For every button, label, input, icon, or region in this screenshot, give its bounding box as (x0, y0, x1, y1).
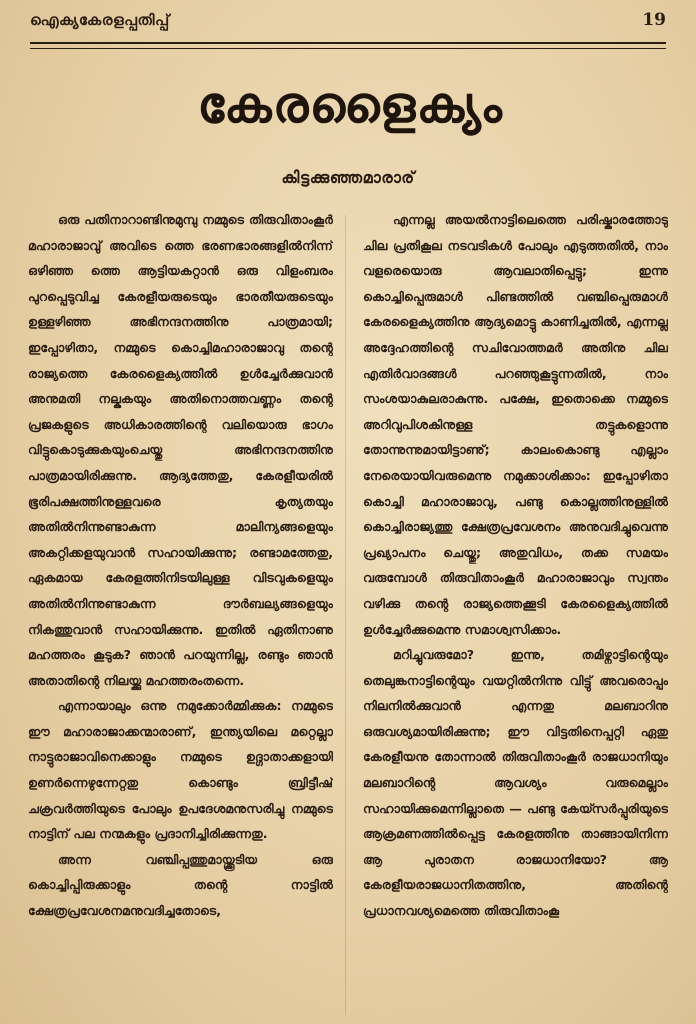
header-rule-thin (30, 48, 666, 49)
paragraph: ഒരു പതിനാറാണ്ടിനുമുമ്പു നമ്മുടെ തിരുവിതാംകൂർ മഹാരാജാവു് അവിടെ ത്തെ ഭരണഭാരങ്ങളിൽനിന്ന് ഒഴിഞ്ഞ ത്തെ ആട്ടിയകറ്റാൻ ഒരു വിളംബരം പുറപ്പെടുവിച്ച കേരളീയരുടെയും ഭാരതീയരുടെയും ഉള്ളഴിഞ്ഞ അഭിനന്ദനത്തിനു പാത്രമായി; ഇപ്പോഴിതാ, നമ്മുടെ കൊച്ചിമഹാരാജാവു തന്റെ രാജ്യത്തെ കേരളൈക്യത്തിൽ ഉൾച്ചേർക്കുവാൻ അനുമതി നല്കുകയും അതിനൊത്തവണ്ണം തന്റെ പ്രജകളുടെ അധികാരത്തിന്റെ വലിയൊരു ഭാഗം വിട്ടുകൊടുക്കുകയുംചെയ്തു അഭിനന്ദനത്തിനു പാത്രമായിരിക്കുന്നു. ആദ്യത്തേതു, കേരളീയരിൽ ഭൂരിപക്ഷത്തിനുള്ളവരെ കൃത്യതയും അതിൽനിന്നുണ്ടാകുന്ന മാലിന്യങ്ങളെയും അകറ്റിക്കളയുവാൻ സഹായിക്കുന്നു; രണ്ടാമത്തേതു, ഏകമായ കേരളത്തിനിടയിലുള്ള വിടവുകളെയും അതിൽനിന്നുണ്ടാകുന്ന ദൗർബല്യങ്ങളെയും നികത്തുവാൻ സഹായിക്കുന്നു. ഇതിൽ ഏതിനാണു മഹത്തരം കൂടുക? ഞാൻ പറയുന്നില്ല, രണ്ടും ഞാൻ അതാതിന്റെ നിലയ്ക്കു മഹത്തരംതന്നെ. (28, 212, 333, 688)
running-title: ഐക്യകേരളപ്പതിപ്പ് (30, 11, 170, 29)
article-title: കേരളൈക്യം (197, 76, 503, 134)
left-column (28, 207, 333, 1019)
right-column (363, 207, 668, 1019)
paragraph: അന്ന വഞ്ചിപ്പത്തുമായ്ക്കൂടിയ ഒരു കൊച്ചിപ്പിരുക്കാളും തന്റെ നാട്ടിൽ ക്ഷേത്രപ്രവേശനമനുവദിച്ചതോടെ, (28, 851, 333, 919)
running-head (30, 8, 666, 34)
header-rule-thick (30, 42, 666, 44)
paragraph: എന്നല്ല അയൽനാട്ടിലെത്തെ പരിഷ്കാരത്തോടു ചില പ്രതികൂല നടവടികൾ പോലും എടുത്തതിൽ, നാം വളരെയൊരു ആവലാതിപ്പെട്ടു; ഇന്നു കൊച്ചിപ്പെരുമാൾ പിണ്ടത്തിൽ വഞ്ചിപ്പെരുമാൾ കേരളൈക്യത്തിനു ആദ്യമൊട്ടു കാണിച്ചതിൽ, എന്നല്ല അദ്ദേഹത്തിന്റെ സചിവോത്തമർ അതിനു ചില എതിർവാദങ്ങൾ പറഞ്ഞുകൂട്ടുന്നതിൽ, നാം സംശയാകുലരാകുന്നു. പക്ഷേ, ഇതൊക്കെ നമ്മുടെ അറിവുപിശകിനുള്ള തട്ടുകളൊന്നു തോന്നുന്നുമായിട്ടാണു്; കാലംകൊണ്ടു എല്ലാം നേരെയായിവരുമെന്നു നമുക്കാശിക്കാം: ഇപ്പോഴിതാ കൊച്ചി മഹാരാജാവു, പണ്ടു കൊല്ലത്തിനുള്ളിൽ കൊച്ചിരാജ്യത്തു ക്ഷേത്രപ്രവേശനം അനുവദിച്ചുവെന്നു പ്രഖ്യാപനം ചെയ്തു; അതുവിധം, തക്ക സമയം വരുമ്പോൾ തിരുവിതാംകൂർ മഹാരാജാവും സ്വന്തം വഴിക്കു തന്റെ രാജ്യത്തെക്കൂടി കേരളൈക്യത്തിൽ ഉൾച്ചേർക്കുമെന്നു സമാശ്വസിക്കാം. (363, 212, 668, 637)
column-divider (345, 215, 346, 1015)
paragraph: മറിച്ചുവരുമോ? ഇന്നു, തമിഴ്നാട്ടിന്റെയും തെലുങ്കനാട്ടിന്റെയും വയറ്റിൽനിന്നു വിട്ടു് അവരൊപ്പം നിലനിൽക്കുവാൻ എന്നതു മലബാറിനു ഒരുവശ്യമായിരിക്കുന്നു; ഈ വിട്ടതിനെപ്പറ്റി ഏതു കേരളീയനു തോന്നാൽ തിരുവിതാംകൂർ രാജധാനിയും മലബാറിന്റെ ആവശ്യം വരുമെല്ലാം സഹായിക്കുമെന്നില്ലാതെ — പണ്ടു കേയ്സർപ്പുരിയുടെ ആക്രമണത്തിൽപ്പെട്ട കേരളത്തിനു താങ്ങായിനിന്ന ആ പുരാതന രാജധാനിയോ? ആ കേരളീയരാജധാനിതത്തിനു, അതിന്റെ പ്രധാനവശ്യമെത്തെ തിരുവിതാംകൂ (363, 647, 668, 919)
article-author: കിട്ടക്കുഞ്ഞമാരാര് (281, 168, 415, 187)
page-number: 19 (642, 10, 666, 30)
paragraph: എന്നായാലും ഒന്നു നമുക്കോർമ്മിക്കുക: നമ്മുടെ ഈ മഹാരാജാക്കന്മാരാണ്, ഇന്ത്യയിലെ മറ്റെല്ലാ നാട്ടുരാജാവിനെക്കാളും നമ്മുടെ ഉദ്ഗാതാക്കളായി ഉണർന്നെഴുന്നേറ്റതു കൊണ്ടും ബ്രിട്ടീഷ് ചക്രവർത്തിയുടെ പോലും ഉപദേശമനുസരിച്ചു നമ്മുടെ നാട്ടിന് പല നന്മകളും പ്രദാനിച്ചിരിക്കുന്നതു. (28, 698, 333, 842)
